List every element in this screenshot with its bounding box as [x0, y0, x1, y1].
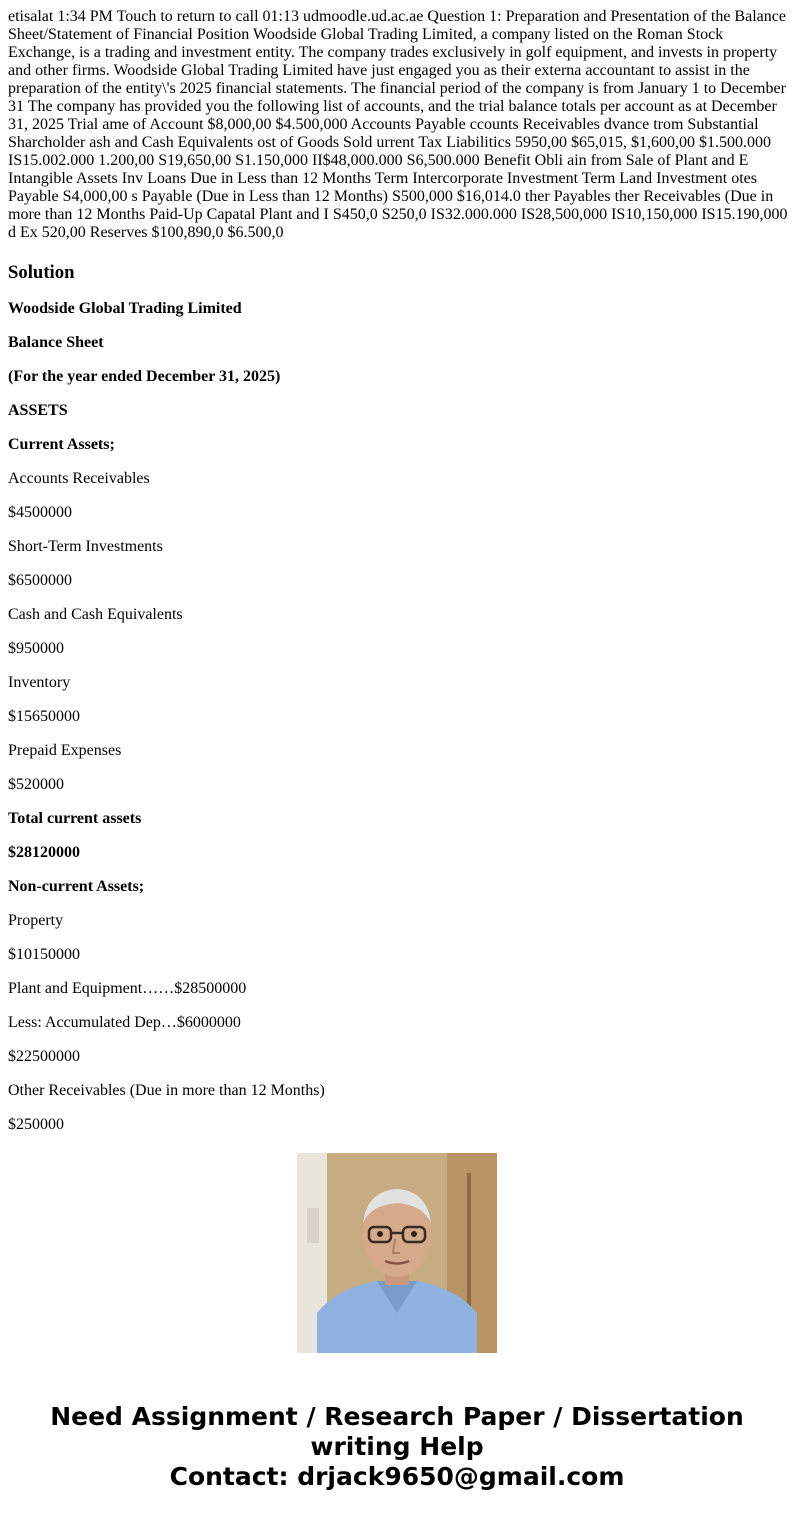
current-item-amount: $950000 [8, 640, 64, 657]
statement-title: Balance Sheet [8, 334, 104, 351]
current-item-label: Inventory [8, 674, 71, 691]
author-portrait-icon [297, 1153, 497, 1353]
solution-heading: Solution [8, 262, 75, 283]
promo-banner [0, 1402, 794, 1492]
company-name: Woodside Global Trading Limited [8, 300, 242, 317]
current-item-label: Prepaid Expenses [8, 742, 122, 759]
current-item-amount: $15650000 [8, 708, 80, 725]
promo-line-1: Need Assignment / Research Paper / Dissertation [50, 1402, 744, 1431]
document-content [8, 8, 788, 1133]
author-avatar [297, 1153, 497, 1353]
current-item-label: Cash and Cash Equivalents [8, 606, 183, 623]
other-receivables-amount: $250000 [8, 1116, 64, 1133]
plant-net-amount: $22500000 [8, 1048, 80, 1065]
total-current-assets-label: Total current assets [8, 810, 142, 827]
property-label: Property [8, 912, 64, 929]
plant-equipment-line: Plant and Equipment……$28500000 [8, 980, 247, 997]
current-assets-heading: Current Assets; [8, 436, 115, 453]
promo-contact: Contact: drjack9650@gmail.com [169, 1462, 625, 1491]
current-item-amount: $6500000 [8, 572, 72, 589]
statement-period: (For the year ended December 31, 2025) [8, 368, 281, 385]
current-item-amount: $520000 [8, 776, 64, 793]
question-text: etisalat 1:34 PM Touch to return to call 01:13 udmoodle.ud.ac.ae Question 1: Preparation and Presentation of the Balance Sheet/Statement of Financial Position Woodside Global Trading Limited, a company listed on the Roman Stock Exchange, is a trading and investment entity. The company trades exclusively in golf equipment, and invests in property and other firms. Woodside Global Trading Limited have just engaged you as their externa accountant to assist in the preparation of the entity\'s 2025 financial statements. The financial period of the company is from January 1 to December 31 The company has provided you the following list of accounts, and the trial balance totals per account as at December 31, 2025 Trial ame of Account $8,000,00 $4.500,000 Accounts Payable ccounts Receivables dvance trom Substantial Sharcholder ash and Cash Equivalents ost of Goods Sold urrent Tax Liabilitics 5950,00 $65,015, $1,600,00 $1.500.000 IS15.002.000 1.200,00 S19,650,00 S1.150,000 II$48,000.000 S6,500.000 Benefit Obli ain from Sale of Plant and E Intangible Assets Inv Loans Due in Less than 12 Months Term Intercorporate Investment Term Land Investment otes Payable S4,000,00 s Payable (Due in Less than 12 Months) S500,000 $16,014.0 ther Payables ther Receivables (Due in more than 12 Months Paid-Up Capatal Plant and I S450,0 S250,0 IS32.000.000 IS28,500,000 IS10,150,000 IS15.190,000 d Ex 520,00 Reserves $100,890,0 $6.500,0 [8, 8, 788, 241]
current-item-label: Accounts Receivables [8, 470, 150, 487]
property-amount: $10150000 [8, 946, 80, 963]
assets-heading: ASSETS [8, 402, 68, 419]
other-receivables-label: Other Receivables (Due in more than 12 Months) [8, 1082, 325, 1099]
promo-line-2: writing Help [310, 1432, 484, 1461]
current-item-amount: $4500000 [8, 504, 72, 521]
accumulated-dep-line: Less: Accumulated Dep…$6000000 [8, 1014, 241, 1031]
current-item-label: Short-Term Investments [8, 538, 163, 555]
noncurrent-assets-heading: Non-current Assets; [8, 878, 145, 895]
total-current-assets-amount: $28120000 [8, 844, 80, 861]
